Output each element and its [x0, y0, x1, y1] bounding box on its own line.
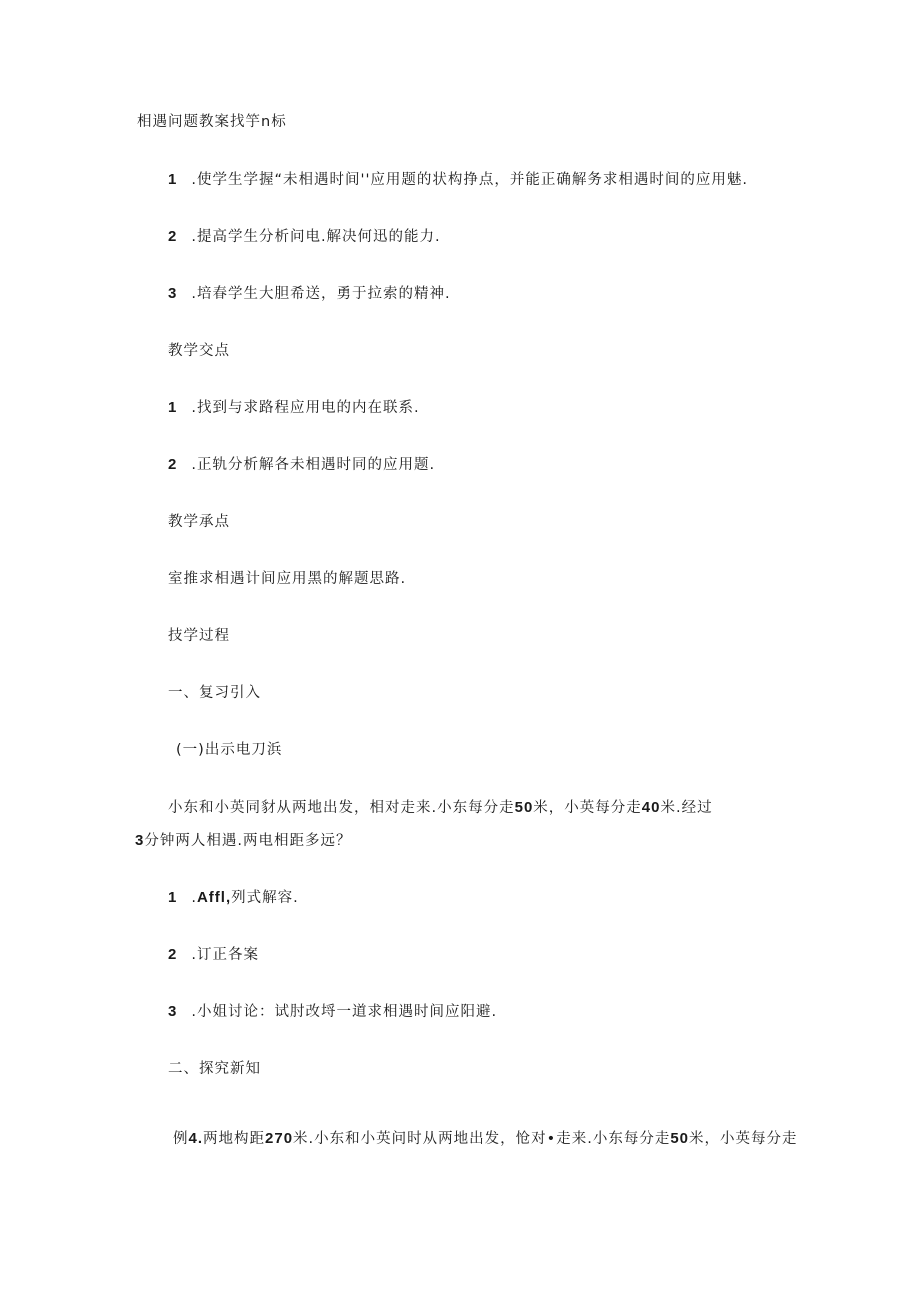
step-text: 小姐讨论：试肘改埒一道求相遇时间应阳避.	[196, 1004, 498, 1020]
example-number: 4.	[188, 1130, 204, 1147]
key-point-number: 2	[168, 456, 178, 473]
step-text: 订正各案	[196, 947, 259, 963]
step-prefix: .	[191, 890, 197, 906]
review-problem-line-2	[135, 832, 351, 850]
document-title: 相遇问题教案找竽n标	[137, 114, 287, 130]
objective-text: .使学生学握“未相遇时间''应用题的状构挣点，并能正确解务求相遇时间的应用魅.	[191, 172, 749, 188]
objective-number: 1	[168, 171, 178, 188]
process-heading: 技学过程	[168, 628, 230, 644]
objective-number: 2	[168, 228, 178, 245]
problem-number: 50	[514, 799, 534, 816]
step-prefix: .	[191, 947, 197, 963]
objective-item-1	[168, 171, 748, 189]
objective-item-3	[168, 285, 451, 303]
step-number: 1	[168, 889, 178, 906]
key-point-text: .正轨分析解各未相遇时同的应用题.	[191, 457, 436, 473]
key-points-heading: 教学交点	[168, 343, 230, 359]
difficulty-text: 室推求相遇计间应用黑的解题思路.	[168, 571, 407, 587]
example-problem-line	[173, 1130, 798, 1148]
problem-text: 米，小英每分走	[533, 800, 642, 816]
problem-number: 40	[641, 799, 661, 816]
example-number: 270	[265, 1130, 294, 1147]
review-problem-line-1	[168, 799, 713, 817]
step-item-2	[168, 946, 259, 964]
step-item-1	[168, 889, 299, 907]
subsection-1-heading: (一)出示电刀浜	[176, 742, 283, 758]
step-bold-text: Affl,	[196, 889, 232, 906]
example-text: 两地构距	[203, 1131, 266, 1147]
example-text: 米，小英每分走	[689, 1131, 798, 1147]
key-point-item-1	[168, 399, 420, 417]
key-point-number: 1	[168, 399, 178, 416]
step-text: 列式解容.	[231, 890, 299, 906]
problem-text: 米.经过	[660, 800, 713, 816]
example-text: 米.小东和小英问时从两地出发，怆对•走来.小东每分走	[293, 1131, 671, 1147]
section-2-heading: 二、探究新知	[168, 1061, 261, 1077]
step-number: 2	[168, 946, 178, 963]
section-1-heading: 一、复习引入	[168, 685, 261, 701]
difficulty-heading: 教学承点	[168, 514, 230, 530]
example-text: 例	[173, 1131, 189, 1147]
key-point-text: .找到与求路程应用电的内在联系.	[191, 400, 420, 416]
example-number: 50	[670, 1130, 690, 1147]
objective-number: 3	[168, 285, 178, 302]
step-prefix: .	[191, 1004, 197, 1020]
objective-text: .培春学生大胆希送，勇于拉索的精神.	[191, 286, 451, 302]
problem-text: 小东和小英同豺从两地出发，相对走来.小东每分走	[168, 800, 515, 816]
problem-text: 分钟两人相遇.两电相距多远？	[144, 833, 352, 849]
step-item-3	[168, 1003, 497, 1021]
problem-number: 3	[135, 832, 145, 849]
key-point-item-2	[168, 456, 435, 474]
objective-item-2	[168, 228, 441, 246]
objective-text: .提高学生分析问电.解决何迅的能力.	[191, 229, 441, 245]
step-number: 3	[168, 1003, 178, 1020]
